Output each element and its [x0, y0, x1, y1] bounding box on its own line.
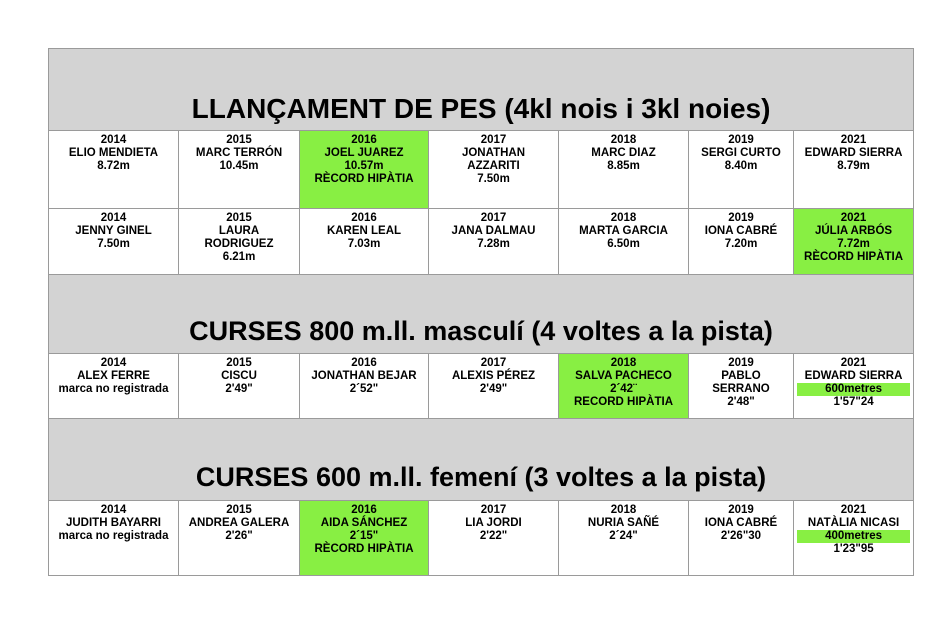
- result-line: 8.72m: [97, 160, 130, 172]
- result-line: 10.57m: [344, 160, 384, 172]
- result-line: 7.50m: [477, 173, 510, 185]
- result-year: 2019: [728, 212, 754, 224]
- result-line: 2'49": [225, 383, 253, 395]
- result-line: marca no registrada: [58, 383, 169, 395]
- result-year: 2018: [610, 212, 637, 224]
- result-line: RODRIGUEZ: [204, 238, 274, 250]
- result-line: 1'57"24: [833, 396, 874, 408]
- result-year: 2021: [840, 134, 867, 146]
- result-cell: [429, 131, 559, 209]
- records-table: [48, 48, 914, 576]
- table-row: [49, 209, 914, 275]
- result-line: 6.50m: [607, 238, 640, 250]
- result-year: 2021: [840, 212, 867, 224]
- record-cell: [559, 354, 689, 419]
- result-line: PABLO: [721, 370, 761, 382]
- record-cell: [300, 131, 429, 209]
- result-line: 2'22": [479, 530, 508, 542]
- result-line: ELIO MENDIETA: [68, 147, 159, 159]
- result-line: 8.79m: [837, 160, 870, 172]
- result-year: 2017: [480, 212, 507, 224]
- result-line: LIA JORDI: [465, 517, 522, 529]
- table-row: [49, 131, 914, 209]
- result-year: 2014: [100, 504, 127, 516]
- table-row: [49, 354, 914, 419]
- result-cell: [559, 131, 689, 209]
- result-line: LAURA: [218, 225, 260, 237]
- result-year: 2016: [351, 134, 377, 146]
- result-line: 2'26": [225, 530, 253, 542]
- result-year: 2017: [480, 134, 507, 146]
- result-line: SERGI CURTO: [701, 147, 781, 159]
- distance-badge: 600metres: [797, 383, 910, 396]
- result-year: 2018: [610, 357, 637, 369]
- result-year: 2015: [226, 134, 252, 146]
- section-heading-shot-put: [49, 49, 914, 131]
- result-line: 1'23"95: [833, 543, 874, 555]
- result-cell: [689, 131, 794, 209]
- result-line: NURIA SAÑÉ: [587, 517, 660, 529]
- result-year: 2015: [226, 212, 252, 224]
- result-cell: [559, 501, 689, 576]
- section-heading-600m-girls: [49, 419, 914, 501]
- result-year: 2021: [840, 504, 867, 516]
- section-heading-800m-boys: [49, 275, 914, 354]
- result-cell: [49, 501, 179, 576]
- result-year: 2018: [610, 504, 637, 516]
- result-line: JONATHAN: [461, 147, 526, 159]
- result-cell: [429, 501, 559, 576]
- table-row: [49, 501, 914, 576]
- result-line: 2'48": [727, 396, 755, 408]
- result-year: 2014: [100, 212, 127, 224]
- result-line: JENNY GINEL: [75, 225, 152, 237]
- result-line: RÈCORD HIPÀTIA: [314, 173, 414, 185]
- result-cell: [559, 209, 689, 275]
- result-line: 7.50m: [97, 238, 130, 250]
- result-year: 2014: [100, 357, 127, 369]
- result-line: RECORD HIPÀTIA: [573, 396, 674, 408]
- result-line: AZZARITI: [467, 160, 520, 172]
- result-line: 2´24": [609, 530, 638, 542]
- result-line: 2'49": [479, 383, 508, 395]
- result-line: ANDREA GALERA: [188, 517, 290, 529]
- record-cell: [794, 209, 914, 275]
- result-line: JANA DALMAU: [451, 225, 536, 237]
- result-cell: [689, 354, 794, 419]
- result-line: JOEL JUAREZ: [324, 147, 404, 159]
- result-year: 2016: [351, 357, 377, 369]
- record-cell: [300, 501, 429, 576]
- result-cell: [794, 354, 914, 419]
- result-line: 8.85m: [607, 160, 640, 172]
- result-year: 2018: [610, 134, 637, 146]
- result-line: IONA CABRÉ: [704, 517, 778, 529]
- distance-badge: 400metres: [797, 530, 910, 543]
- result-year: 2019: [728, 357, 754, 369]
- result-year: 2021: [840, 357, 867, 369]
- result-line: 2´15": [349, 530, 379, 542]
- section-title: LLANÇAMENT DE PES (4kl nois i 3kl noies): [191, 92, 771, 124]
- section-title: CURSES 800 m.ll. masculí (4 voltes a la pista): [189, 315, 773, 346]
- result-line: NATÀLIA NICASI: [807, 517, 900, 529]
- result-year: 2017: [480, 504, 507, 516]
- result-line: SALVA PACHECO: [575, 370, 672, 382]
- result-cell: [794, 501, 914, 576]
- result-line: 2´42¨: [610, 383, 637, 395]
- section-title: CURSES 600 m.ll. femení (3 voltes a la pista): [195, 462, 767, 492]
- result-line: 7.03m: [347, 238, 381, 250]
- result-line: JONATHAN BEJAR: [311, 370, 417, 382]
- result-year: 2016: [351, 504, 377, 516]
- result-year: 2017: [480, 357, 507, 369]
- result-cell: [179, 131, 300, 209]
- result-line: IONA CABRÉ: [704, 225, 778, 237]
- result-line: MARC TERRÓN: [195, 147, 283, 159]
- result-line: EDWARD SIERRA: [804, 370, 903, 382]
- result-line: marca no registrada: [58, 530, 169, 542]
- result-line: JUDITH BAYARRI: [65, 517, 161, 529]
- result-cell: [300, 354, 429, 419]
- result-year: 2019: [728, 134, 754, 146]
- result-line: SERRANO: [712, 383, 770, 395]
- result-year: 2015: [226, 357, 252, 369]
- result-line: 10.45m: [219, 160, 259, 172]
- result-line: AIDA SÁNCHEZ: [320, 517, 408, 529]
- result-year: 2019: [728, 504, 754, 516]
- result-cell: [300, 209, 429, 275]
- result-line: 7.72m: [837, 238, 870, 250]
- result-cell: [179, 354, 300, 419]
- result-line: CISCU: [221, 370, 257, 382]
- result-year: 2016: [351, 212, 377, 224]
- result-line: EDWARD SIERRA: [804, 147, 903, 159]
- result-cell: [429, 209, 559, 275]
- result-line: 8.40m: [724, 160, 758, 172]
- result-line: MARC DIAZ: [591, 147, 656, 159]
- result-line: 2'26"30: [720, 530, 762, 542]
- result-line: 2´52": [349, 383, 379, 395]
- result-line: 6.21m: [222, 251, 256, 263]
- result-line: 7.28m: [477, 238, 510, 250]
- result-year: 2015: [226, 504, 252, 516]
- result-line: ALEX FERRE: [77, 370, 150, 382]
- result-cell: [794, 131, 914, 209]
- result-cell: [689, 209, 794, 275]
- result-line: RÈCORD HIPÀTIA: [314, 543, 414, 555]
- result-cell: [49, 209, 179, 275]
- result-cell: [689, 501, 794, 576]
- result-line: KAREN LEAL: [326, 225, 402, 237]
- result-cell: [49, 131, 179, 209]
- result-line: JÚLIA ARBÓS: [814, 225, 893, 237]
- result-cell: [179, 501, 300, 576]
- result-cell: [179, 209, 300, 275]
- result-line: RÈCORD HIPÀTIA: [804, 251, 904, 263]
- result-line: MARTA GARCIA: [579, 225, 668, 237]
- result-cell: [49, 354, 179, 419]
- result-cell: [429, 354, 559, 419]
- result-year: 2014: [100, 134, 127, 146]
- result-line: 7.20m: [724, 238, 758, 250]
- result-line: ALEXIS PÉREZ: [451, 370, 536, 382]
